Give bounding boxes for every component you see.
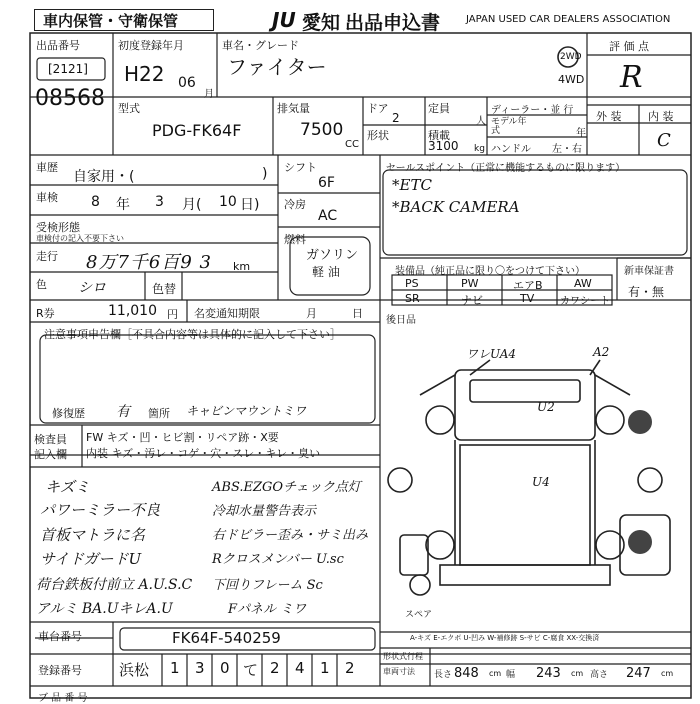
length-label: 長さ [434, 670, 453, 680]
model-name-label: 車名・グレード [222, 39, 299, 52]
mark-u2: U2 [537, 400, 555, 414]
handle-options: 左・右 [552, 144, 582, 155]
equipment-label: 装備品（純正品に限り〇をつけて下さい） [395, 266, 585, 277]
name-change-month-unit: 月 [306, 307, 317, 320]
plate-digit-3: 0 [220, 659, 230, 677]
inspection-day-unit: 日) [240, 197, 260, 213]
era-year: H22 [124, 62, 165, 86]
doors-label: ドア [367, 102, 389, 115]
inspection-month: 3 [155, 194, 164, 210]
shift-value: 6F [318, 175, 335, 191]
aircon-label: 冷房 [284, 198, 306, 211]
displacement: 7500 [300, 120, 344, 140]
length-value: 848 [454, 666, 479, 681]
color-label: 色 [36, 278, 47, 291]
plate-region: 浜松 [119, 661, 150, 679]
eval-score: R [620, 60, 643, 95]
plate-digit-8: 2 [345, 659, 355, 677]
handle-label: ハンドル [491, 144, 531, 155]
caution-label: 注意事項申告欄［不具合内容等は具体的に記入して下さい］ [44, 328, 341, 341]
interior-label: 内 装 [648, 110, 674, 123]
mileage-label: 走行 [36, 250, 58, 263]
interior-grade: C [657, 130, 671, 151]
load-label: 積載 [428, 129, 450, 142]
equip-airbag[interactable]: エアB [513, 279, 543, 292]
plate-digit-7: 1 [320, 659, 330, 677]
fuel-label: 燃料 [284, 233, 306, 246]
displacement-label: 排気量 [277, 102, 310, 115]
name-change-label: 名変通知期限 [194, 307, 260, 320]
dealer-label: ディーラー・並 行 [491, 105, 574, 116]
displacement-unit: CC [345, 139, 359, 150]
back-label: 後日品 [386, 315, 416, 326]
inspection-month-unit: 月( [182, 197, 202, 213]
storage-title-box [34, 9, 214, 31]
equip-aw[interactable]: AW [574, 277, 592, 290]
inspector-label: 検査員 [34, 433, 67, 446]
month-unit: 月 [204, 89, 214, 100]
inspection-label: 車検 [36, 191, 58, 204]
sales-point-2: *BACK CAMERA [392, 198, 520, 216]
drive-4wd[interactable]: 4WD [558, 73, 585, 86]
width-value: 243 [536, 666, 561, 681]
mark-a2: A2 [593, 345, 610, 359]
mileage-handwritten: 8万7千6百9 3 [86, 252, 212, 273]
org-english: JAPAN USED CAR DEALERS ASSOCIATION [466, 14, 671, 25]
width-label: 幅 [506, 670, 516, 680]
chassis-value: FK64F-540259 [172, 629, 281, 647]
recycle-unit: 円 [167, 308, 178, 321]
fuel-value: ガソリン [306, 248, 359, 263]
plate-digit-4: て [243, 661, 259, 679]
inspection-year: 8 [91, 194, 100, 210]
footer-label: ブ 品 番 号 [38, 693, 88, 704]
height-unit: cm [661, 669, 674, 678]
repair-history-value: 有 [116, 404, 130, 420]
mileage-unit: km [233, 260, 251, 273]
sales-point-label: セールスポイント（正常に機能するものに限ります） [386, 163, 626, 174]
note-10: Rクロスメンバー U.sc [212, 552, 344, 567]
fw-line: FW キズ・凹・ヒビ割・リペア跡・X要 [86, 431, 279, 444]
height-label: 高さ [590, 670, 609, 680]
warranty-options: 有・無 [628, 285, 665, 299]
repair-location-label: 箇所 [148, 407, 170, 420]
color-value: シロ [78, 280, 106, 296]
first-reg-label: 初度登録年月 [118, 39, 184, 52]
mark-u4: U4 [532, 475, 550, 489]
eval-label: 評 価 点 [609, 40, 649, 53]
storage-title: 車内保管・守衛保管 [43, 12, 179, 30]
model-type: PDG-FK64F [152, 121, 242, 140]
interior-line: 内装 キズ・汚レ・コゲ・穴・スレ・キレ・臭い [86, 447, 321, 460]
note-1: キズミ [45, 478, 90, 496]
shape-label: 形状 [367, 129, 389, 142]
dimension-label: 形状式行程 [383, 652, 423, 661]
doors: 2 [392, 111, 400, 125]
capacity-label: 定員 [428, 102, 450, 115]
load-unit: kg [474, 144, 485, 154]
equip-leather[interactable]: カワシート [560, 296, 610, 307]
length-unit: cm [489, 669, 502, 678]
history-close-paren: ) [262, 166, 268, 182]
equip-pw[interactable]: PW [461, 277, 479, 290]
drive-2wd[interactable]: 2WD [560, 52, 582, 62]
truck-diagram [388, 360, 670, 595]
reception-label: 受検形態 [36, 221, 80, 234]
equip-tv[interactable]: TV [520, 292, 535, 305]
recycle-label: R券 [36, 307, 55, 320]
name-change-day-unit: 日 [352, 307, 363, 320]
plate-digit-6: 4 [295, 659, 305, 677]
reg-month: 06 [178, 75, 196, 91]
recycle-amount: 11,010 [108, 303, 157, 319]
lot-bracket: [2121] [48, 62, 88, 76]
shift-label: シフト [284, 161, 317, 174]
note-12: Fパネル ミワ [228, 602, 307, 617]
history-label: 車歴 [36, 161, 58, 174]
diagram-legend: A-キズ E-エクボ U-凹み W-補修跡 S-サビ C-腐食 XX-交換済 [410, 634, 600, 642]
model-type-label: 型式 [118, 102, 140, 115]
note-6: アルミ BA.UキレA.U [36, 601, 173, 617]
inspection-year-unit: 年 [116, 197, 130, 213]
model-year-label: モデル年式 [491, 117, 527, 136]
sales-point-1: *ETC [392, 176, 432, 194]
size-label: 車両寸法 [383, 667, 415, 676]
mark-crack-ua4: ワレUA4 [466, 347, 517, 361]
model-name: ファイター [227, 55, 327, 79]
lot-number: 08568 [35, 86, 105, 111]
plate-digit-1: 1 [170, 659, 180, 677]
chassis-label: 車台番号 [38, 630, 82, 643]
org-name: 愛知 [302, 12, 341, 34]
note-5: 荷台鉄板付前立 A.U.S.C [36, 577, 193, 593]
reception-note: 車検付の記入不要下さい [36, 234, 124, 243]
plate-digit-5: 2 [270, 659, 280, 677]
repair-location-value: キャビンマウントミワ [186, 404, 307, 418]
year-unit: 年 [576, 128, 586, 139]
note-9: 右ドビラー歪み・サミ出み [212, 528, 369, 543]
color-change-label: 色替 [152, 282, 177, 296]
note-7: ABS.EZGOチェック点灯 [212, 480, 361, 495]
lot-label: 出品番号 [36, 39, 80, 52]
height-value: 247 [626, 666, 651, 681]
note-4: サイドガードU [40, 550, 142, 568]
equip-ps[interactable]: PS [405, 277, 419, 290]
plate-digit-2: 3 [195, 659, 205, 677]
spare-label: スペア [405, 610, 433, 620]
capacity-unit: 人 [476, 116, 486, 127]
equip-sr[interactable]: SR [405, 292, 420, 305]
equip-navi[interactable]: ナビ [461, 294, 483, 307]
inspection-day: 10 [219, 194, 237, 210]
exterior-label: 外 装 [596, 110, 622, 123]
note-2: パワーミラー不良 [40, 501, 161, 519]
history-value: 自家用・( [73, 169, 135, 185]
form-title: 出品申込書 [345, 12, 441, 34]
ju-logo: JU [272, 8, 296, 32]
writer-label: 記入欄 [34, 448, 67, 461]
note-11: 下回りフレーム Sc [212, 578, 323, 593]
note-3: 首板マトラに名 [40, 526, 146, 544]
width-unit: cm [571, 669, 584, 678]
plate-label: 登録番号 [38, 664, 82, 677]
repair-history-label: 修復歴 [52, 407, 85, 420]
note-8: 冷却水量警告表示 [212, 504, 317, 519]
load: 3100 [428, 139, 459, 153]
aircon-value: AC [318, 208, 338, 224]
fuel-alt: 軽 油 [312, 265, 340, 279]
warranty-label: 新車保証書 [624, 266, 674, 277]
